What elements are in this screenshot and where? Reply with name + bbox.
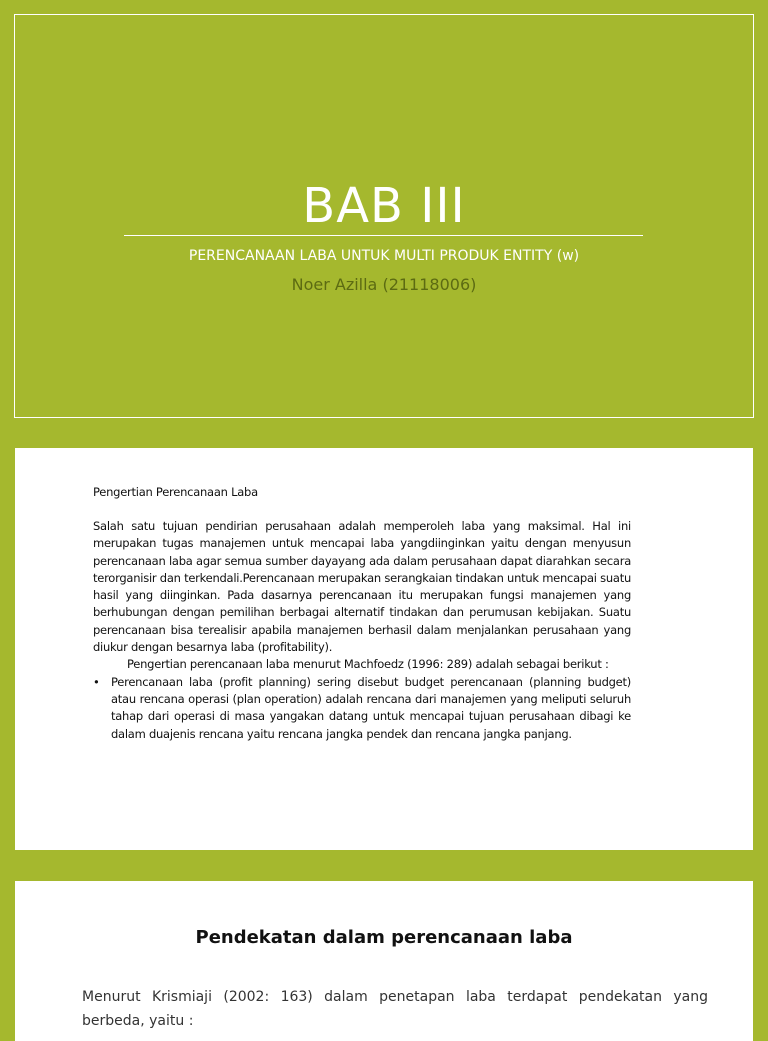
approach-text: Menurut Krismiaji (2002: 163) dalam penetapan laba terdapat pendekatan yang berbeda, yaitu : xyxy=(82,989,708,1029)
slide-subtitle: PERENCANAAN LABA UNTUK MULTI PRODUK ENTITY (w) xyxy=(188,248,580,264)
bullet-icon: • xyxy=(93,674,100,689)
bullet-item xyxy=(93,674,631,743)
slide-title: BAB III xyxy=(302,178,466,234)
author-name: Noer Azilla (21118006) xyxy=(291,275,477,294)
paragraph-citation: Pengertian perencanaan laba menurut Machfoedz (1996: 289) adalah sebagai berikut : xyxy=(127,657,609,672)
bullet-text: Perencanaan laba (profit planning) sering disebut budget perencanaan (planning budget) atau rencana operasi (plan operation) adalah rencana dari manajemen yang meliputi seluruh tahap dari operasi di masa yangakan datang untuk mencapai tujuan perusahaan dibagi ke dalam duajenis rencana yaitu rencana jangka pendek dan rencana jangka panjang. xyxy=(111,674,631,741)
content-slide xyxy=(15,448,753,850)
section-heading: Pengertian Perencanaan Laba xyxy=(93,485,258,499)
approach-heading: Pendekatan dalam perencanaan laba xyxy=(195,927,573,948)
approach-slide xyxy=(15,881,753,1041)
title-slide xyxy=(0,0,768,432)
title-divider xyxy=(124,235,643,236)
body-text xyxy=(93,518,631,743)
paragraph-definition: Salah satu tujuan pendirian perusahaan adalah memperoleh laba yang maksimal. Hal ini merupakan tugas manajemen untuk mencapai laba yangdiinginkan yaitu dengan menyusun perencanaan laba agar semua sumber dayayang ada dalam perusahaan dapat diarahkan secara terorganisir dan terkendali.Perencanaan merupakan serangkaian tindakan untuk mencapai suatu hasil yang diinginkan. Pada dasarnya perencanaan itu merupakan fungsi manajemen yang berhubungan dengan pemilihan berbagai alternatif tindakan dan perumusan kebijakan. Suatu perencanaan bisa terealisir apabila manajemen berhasil dalam menjalankan perusahaan yang diukur dengan besarnya laba (profitability). xyxy=(93,519,631,655)
